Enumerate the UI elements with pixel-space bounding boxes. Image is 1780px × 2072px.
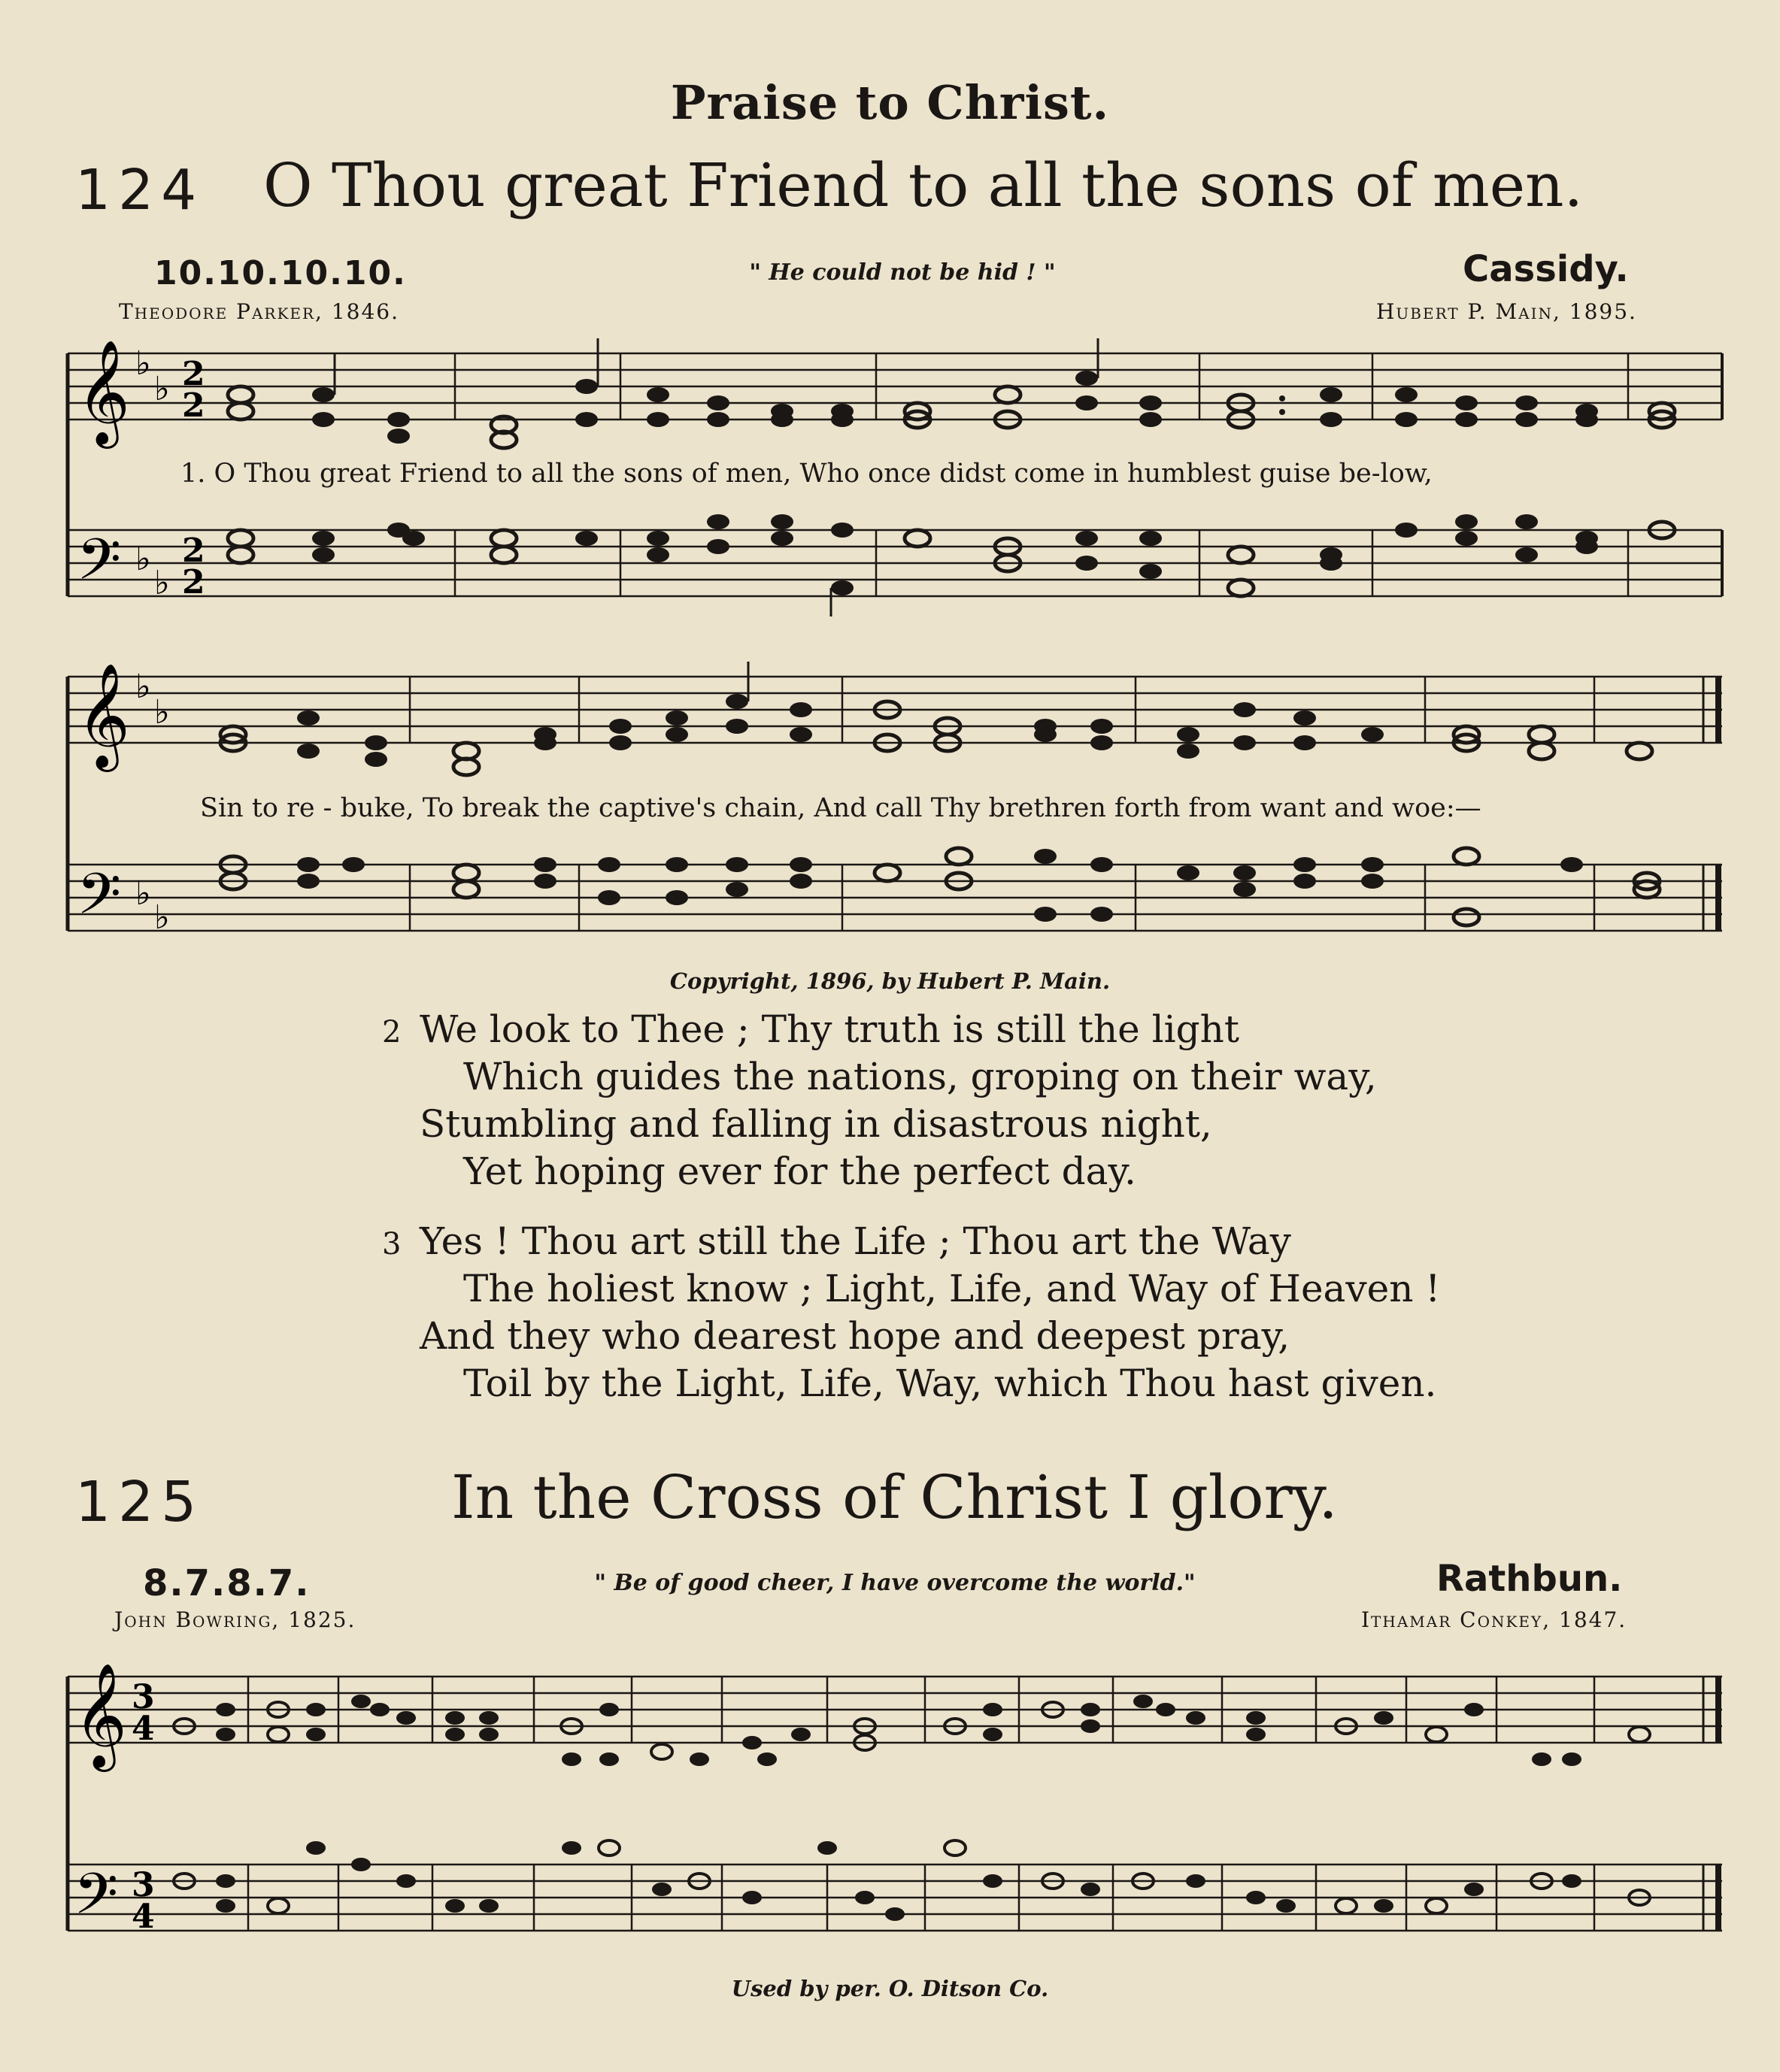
svg-text:♭: ♭: [154, 693, 170, 732]
svg-text:4: 4: [132, 1898, 155, 1936]
verse-line: The holiest know ; Light, Life, and Way of Heaven !: [463, 1267, 1441, 1310]
svg-text:3: 3: [132, 1866, 155, 1904]
time-signature: [132, 1678, 155, 1936]
key-signature: [135, 668, 170, 937]
bass-clef-icon: 𝄢: [74, 1861, 119, 1941]
hymn-124-title: O Thou great Friend to all the sons of men.: [263, 150, 1583, 220]
hymn-124-motto: " He could not be hid ! ": [749, 259, 1056, 286]
svg-text:♭: ♭: [154, 898, 170, 937]
treble-staff: [68, 353, 1722, 420]
verse-line: Stumbling and falling in disastrous night,: [420, 1102, 1212, 1146]
hymn-124-number: 124: [75, 158, 205, 223]
svg-text:2: 2: [182, 532, 205, 570]
svg-text:4: 4: [132, 1710, 155, 1748]
verse-line: And they who dearest hope and deepest pray,: [420, 1314, 1290, 1358]
page-heading: Praise to Christ.: [670, 75, 1110, 130]
verse-line: Yet hoping ever for the perfect day.: [463, 1150, 1136, 1193]
svg-text:♭: ♭: [154, 370, 170, 408]
treble-clef-icon: 𝄞: [74, 1663, 127, 1768]
hymn-124-copyright: Copyright, 1896, by Hubert P. Main.: [669, 968, 1111, 994]
svg-text:♭: ♭: [154, 564, 170, 602]
verse-line: Toil by the Light, Life, Way, which Thou hast given.: [463, 1362, 1437, 1405]
verse-line: Yes ! Thou art still the Life ; Thou art the Way: [420, 1219, 1291, 1263]
hymn-124-author: Theodore Parker, 1846.: [119, 299, 400, 324]
hymn-124-verse-3: [382, 1218, 1441, 1407]
hymn-124-lyrics-line-2: Sin to re - buke, To break the captive's chain, And call Thy brethren forth from want and woe:—: [200, 793, 1481, 823]
hymn-124-lyrics-line-1: 1. O Thou great Friend to all the sons of men, Who once didst come in humblest guise be-low,: [180, 459, 1433, 489]
hymn-124-composer: Hubert P. Main, 1895.: [1376, 299, 1637, 324]
hymn-125-system-music: [60, 1654, 1730, 1970]
hymn-124-verse-2: [382, 1006, 1377, 1195]
verse-number: 2: [382, 1015, 402, 1050]
hymn-125-permission: Used by per. O. Ditson Co.: [731, 1976, 1049, 2001]
hymn-125-composer: Ithamar Conkey, 1847.: [1361, 1607, 1627, 1632]
bass-clef-icon: 𝄢: [77, 861, 122, 940]
svg-text:♭: ♭: [135, 668, 151, 706]
hymn-125-number: 125: [75, 1470, 205, 1534]
treble-clef-icon: 𝄞: [77, 663, 130, 768]
svg-text:2: 2: [182, 563, 205, 601]
hymn-125-motto: " Be of good cheer, I have overcome the world.": [594, 1570, 1196, 1596]
svg-text:2: 2: [182, 386, 205, 425]
verse-number: 3: [382, 1227, 402, 1262]
svg-text:♭: ♭: [135, 540, 151, 578]
hymn-125-meter: 8.7.8.7.: [143, 1562, 311, 1604]
hymn-124-tune: Cassidy.: [1463, 248, 1629, 290]
svg-text:♭: ♭: [135, 344, 151, 383]
treble-clef-icon: 𝄞: [77, 340, 130, 444]
hymn-125-title: In the Cross of Christ I glory.: [451, 1462, 1338, 1532]
svg-text:♭: ♭: [135, 874, 151, 913]
hymn-125-author: John Bowring, 1825.: [114, 1607, 356, 1632]
svg-text:3: 3: [132, 1678, 155, 1716]
hymn-125-tune: Rathbun.: [1436, 1558, 1623, 1600]
verse-line: Which guides the nations, groping on their way,: [463, 1055, 1377, 1098]
verse-line: We look to Thee ; Thy truth is still the light: [420, 1007, 1239, 1051]
bass-clef-icon: 𝄢: [77, 526, 122, 607]
hymn-124-meter: 10.10.10.10.: [154, 254, 407, 292]
svg-text:2: 2: [182, 355, 205, 393]
